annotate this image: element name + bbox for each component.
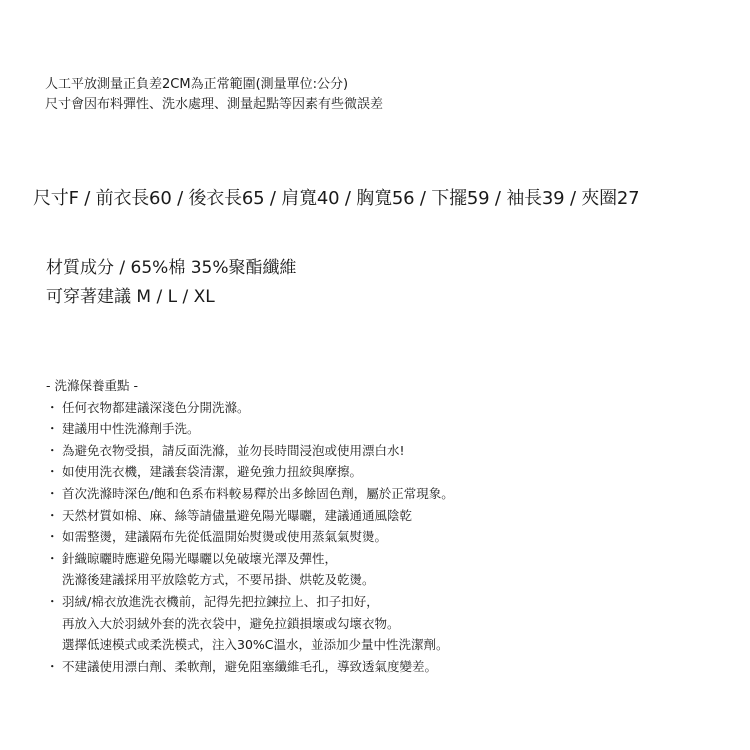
- care-item-continuation: 選擇低速模式或柔洗模式，注入30%C溫水，並添加少量中性洗潔劑。: [62, 637, 449, 653]
- care-item: ・ 如使用洗衣機，建議套袋清潔，避免強力扭絞與摩擦。: [46, 461, 750, 483]
- bullet-icon: ・: [46, 442, 59, 458]
- care-item: ・ 羽絨/棉衣放進洗衣機前，記得先把拉鍊拉上、扣子扣好，: [46, 591, 750, 613]
- bullet-icon: ・: [46, 658, 59, 674]
- bullet-icon: ・: [46, 507, 59, 523]
- material-composition-text: 材質成分 / 65%棉 35%聚酯纖維: [46, 258, 297, 278]
- recommended-size-text: 可穿著建議 M / L / XL: [46, 287, 215, 307]
- care-item: ・ 為避免衣物受損，請反面洗滌，並勿長時間浸泡或使用漂白水!: [46, 440, 750, 462]
- care-title: - 洗滌保養重點 -: [46, 378, 138, 393]
- size-measurements-text: 尺寸F / 前衣長60 / 後衣長65 / 肩寬40 / 胸寬56 / 下擺59 / 袖長39 / 夾圈27: [33, 188, 640, 209]
- bullet-icon: ・: [46, 550, 59, 566]
- bullet-icon: ・: [46, 399, 59, 415]
- size-chart-line: [33, 186, 750, 212]
- care-item: ・ 任何衣物都建議深淺色分開洗滌。: [46, 397, 750, 419]
- bullet-icon: ・: [46, 529, 59, 545]
- care-item: ・ 天然材質如棉、麻、絲等請儘量避免陽光曝曬，建議通通風陰乾: [46, 505, 750, 527]
- care-item: ・ 建議用中性洗滌劑手洗。: [46, 418, 750, 440]
- measurement-note: [45, 75, 750, 115]
- care-item: ・ 首次洗滌時深色/飽和色系布料較易釋於出多餘固色劑，屬於正常現象。: [46, 483, 750, 505]
- bullet-icon: ・: [46, 593, 59, 609]
- care-instructions: [46, 375, 750, 677]
- care-item: ・ 如需整燙，建議隔布先從低溫開始熨燙或使用蒸氣氣熨燙。: [46, 526, 750, 548]
- bullet-icon: ・: [46, 464, 59, 480]
- care-item: ・ 不建議使用漂白劑、柔軟劑，避免阻塞纖維毛孔，導致透氣度變差。: [46, 656, 750, 678]
- measurement-tolerance-text: 人工平放測量正負差2CM為正常範圍(測量單位:公分): [45, 77, 349, 92]
- bullet-icon: ・: [46, 485, 59, 501]
- measurement-variance-text: 尺寸會因布料彈性、洗水處理、測量起點等因素有些微誤差: [45, 97, 384, 112]
- material-section: [46, 254, 750, 312]
- care-item: ・ 針織晾曬時應避免陽光曝曬以免破壞光澤及彈性，: [46, 548, 750, 570]
- care-item-continuation: 再放入大於羽絨外套的洗衣袋中，避免拉鎖損壞或勾壞衣物。: [62, 615, 400, 631]
- bullet-icon: ・: [46, 421, 59, 437]
- care-item-continuation: 洗滌後建議採用平放陰乾方式，不要吊掛、烘乾及乾燙。: [62, 572, 375, 588]
